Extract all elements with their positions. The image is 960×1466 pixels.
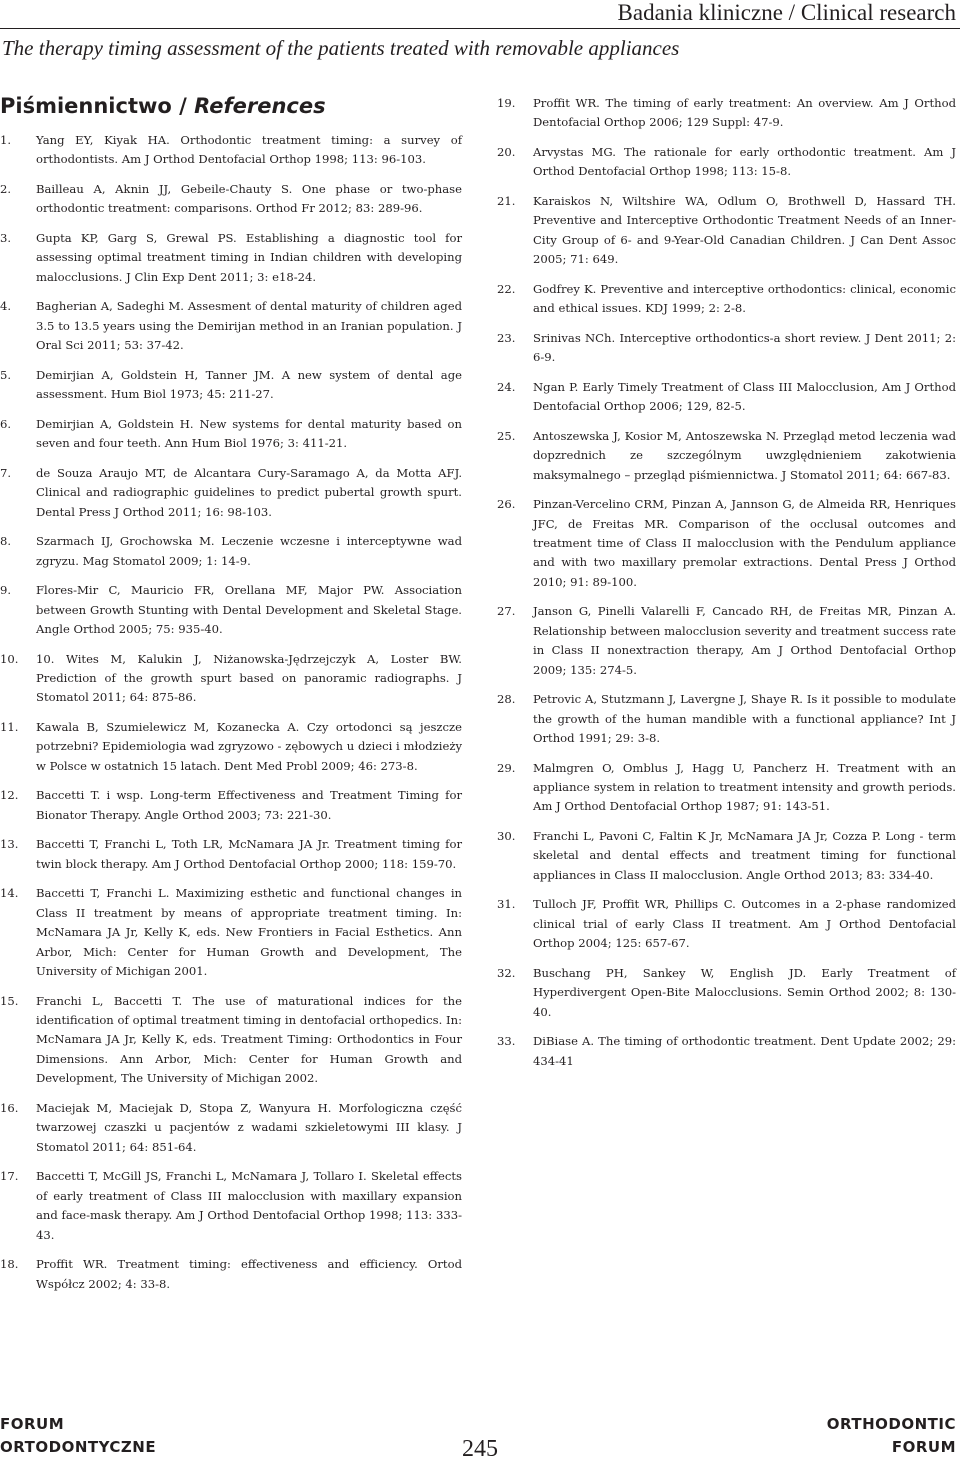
reference-item	[0, 650, 462, 708]
reference-text: Gupta KP, Garg S, Grewal PS. Establishing a diagnostic tool for assessing optimal treatment timing in Indian children with developing malocclusions. J Clin Exp Dent 2011; 3: e18-24.	[36, 231, 462, 284]
header-rule	[0, 28, 960, 29]
reference-text: Szarmach IJ, Grochowska M. Leczenie wczesne i interceptywne wad zgryzu. Mag Stomatol 2009; 1: 14-9.	[36, 534, 462, 568]
reference-text: Buschang PH, Sankey W, English JD. Early Treatment of Hyperdivergent Open-Bite Malocclusions. Semin Orthod 2002; 8: 130-40.	[533, 965, 956, 1019]
reference-number: 4.	[0, 299, 12, 314]
reference-number: 18.	[0, 1257, 19, 1272]
reference-number: 21.	[497, 194, 516, 208]
footer-journal-en	[827, 1413, 956, 1459]
reference-text: Karaiskos N, Wiltshire WA, Odlum O, Brothwell D, Hassard TH. Preventive and Interceptive Orthodontic Treatment Needs of an Inner-City Group of 6- and 9-Year-Old Canadian Children. J Can Dent Assoc 2005; 71: 649.	[533, 194, 956, 267]
reference-number: 8.	[0, 534, 12, 549]
reference-text: Ngan P. Early Timely Treatment of Class III Malocclusion, Am J Orthod Dentofacial Orthop 2006; 129, 82-5.	[533, 379, 956, 414]
reference-text: Godfrey K. Preventive and interceptive orthodontics: clinical, economic and ethical issues. KDJ 1999; 2: 2-8.	[533, 281, 956, 316]
reference-number: 10.	[0, 651, 19, 666]
reference-text: Demirjian A, Goldstein H, Tanner JM. A new system of dental age assessment. Hum Biol 1973; 45: 211-27.	[36, 367, 462, 402]
reference-text: Kawala B, Szumielewicz M, Kozanecka A. Czy ortodonci są jeszcze potrzebni? Epidemiologia wad zgryzowo - zębowych u dzieci i młodzieży w Polsce w ostatnich 15 latach. Dent Med Probl 2009; 46: 273-8.	[36, 720, 462, 773]
reference-item	[0, 180, 462, 219]
reference-text: Demirjian A, Goldstein H. New systems for dental maturity based on seven and four teeth. Ann Hum Biol 1976; 3: 411-21.	[36, 416, 462, 451]
reference-item	[497, 495, 956, 592]
reference-item	[0, 581, 462, 639]
reference-text: Baccetti T, Franchi L, Toth LR, McNamara JA Jr. Treatment timing for twin block therapy. Am J Orthod Dentofacial Orthop 2000; 118: 159-70.	[36, 837, 462, 871]
reference-number: 33.	[497, 1034, 516, 1049]
reference-text: Franchi L, Baccetti T. The use of maturational indices for the identification of optimal treatment timing in dentofacial orthopedics. In: McNamara JA Jr, Kelly K, eds. Treatment Timing: Orthodontics in Four Dimensions. Ann Arbor, Mich: Center for Human Growth and Development, The University of Michigan 2002.	[36, 993, 462, 1086]
reference-item	[0, 464, 462, 522]
reference-number: 28.	[497, 692, 516, 707]
reference-text: Tulloch JF, Proffit WR, Phillips C. Outcomes in a 2-phase randomized clinical trial of early Class II treatment. Am J Orthod Dentofacial Orthop 2004; 125: 657-67.	[533, 897, 956, 951]
reference-number: 26.	[497, 497, 516, 512]
reference-number: 7.	[0, 465, 12, 480]
reference-text: Antoszewska J, Kosior M, Antoszewska N. Przegląd metod leczenia wad dopzrednich ze szczególnym uwzględnieniem zakotwienia maksymalnego – przegląd piśmiennictwa. J Stomatol 2011; 64: 667-83.	[533, 428, 956, 482]
reference-item	[497, 192, 956, 270]
references-heading-pl: Piśmiennictwo /	[0, 94, 195, 118]
reference-number: 31.	[497, 897, 516, 912]
reference-item	[497, 1032, 956, 1071]
reference-text: 10. Wites M, Kalukin J, Niżanowska-Jędrzejczyk A, Loster BW. Prediction of the growth spurt based on panoramic radiographs. J Stomatol 2011; 64: 875-86.	[36, 651, 462, 705]
reference-number: 6.	[0, 416, 12, 431]
reference-item	[497, 827, 956, 885]
reference-text: de Souza Araujo MT, de Alcantara Cury-Saramago A, da Motta AFJ. Clinical and radiographic guidelines to predict pubertal growth spurt. Dental Press J Orthod 2011; 16: 98-103.	[36, 465, 462, 519]
footer-left-line2: ORTODONTYCZNE	[0, 1438, 157, 1456]
reference-number: 12.	[0, 788, 19, 803]
references-right-column	[497, 94, 956, 1081]
reference-text: Pinzan-Vercelino CRM, Pinzan A, Jannson G, de Almeida RR, Henriques JFC, de Freitas MR. Comparison of the occlusal outcomes and treatment time of Class II malocclusion with the Pendulum appliance and with two maxillary premolar extractions. Dental Press J Orthod 2010; 91: 89-100.	[533, 497, 956, 589]
reference-number: 16.	[0, 1100, 19, 1115]
reference-number: 3.	[0, 231, 12, 245]
reference-text: Janson G, Pinelli Valarelli F, Cancado RH, de Freitas MR, Pinzan A. Relationship between malocclusion severity and treatment success rate in Class II nonextraction therapy, Am J Orthod Dentofacial Orthop 2009; 135: 274-5.	[533, 604, 956, 677]
reference-number: 14.	[0, 886, 19, 901]
reference-item	[0, 1255, 462, 1294]
reference-text: Proffit WR. Treatment timing: effectiveness and efficiency. Ortod Współcz 2002; 4: 33-8.	[36, 1257, 462, 1291]
reference-text: Srinivas NCh. Interceptive orthodontics-a short review. J Dent 2011; 2: 6-9.	[533, 330, 956, 365]
reference-item	[497, 427, 956, 485]
reference-item	[497, 329, 956, 368]
reference-text: Baccetti T, McGill JS, Franchi L, McNamara J, Tollaro I. Skeletal effects of early treatment of Class III malocclusion with maxillary expansion and face-mask therapy. Am J Orthod Dentofacial Orthop 1998; 113: 333-43.	[36, 1169, 462, 1242]
reference-text: Bagherian A, Sadeghi M. Assesment of dental maturity of children aged 3.5 to 13.5 years using the Demirijan method in an Iranian population. J Oral Sci 2011; 53: 37-42.	[36, 299, 462, 353]
reference-item	[0, 884, 462, 981]
reference-item	[0, 718, 462, 776]
reference-number: 32.	[497, 965, 516, 980]
reference-number: 25.	[497, 428, 516, 443]
reference-number: 13.	[0, 837, 19, 852]
reference-item	[0, 835, 462, 874]
footer-left-line1: FORUM	[0, 1415, 65, 1433]
reference-text: Malmgren O, Omblus J, Hagg U, Pancherz H. Treatment with an appliance system in relation to treatment intensity and growth periods. Am J Orthod Dentofacial Orthop 1987; 91: 143-51.	[533, 760, 956, 814]
reference-item	[497, 94, 956, 133]
reference-number: 5.	[0, 367, 12, 382]
reference-item	[497, 143, 956, 182]
reference-number: 22.	[497, 281, 516, 296]
reference-number: 11.	[0, 720, 19, 735]
reference-number: 29.	[497, 760, 516, 775]
reference-text: Franchi L, Pavoni C, Faltin K Jr, McNamara JA Jr, Cozza P. Long - term skeletal and dental effects and treatment timing for functional appliances in Class II malocclusion. Angle Orthod 2013; 83: 334-40.	[533, 829, 956, 882]
reference-text: Arvystas MG. The rationale for early orthodontic treatment. Am J Orthod Dentofacial Orthop 1998; 113: 15-8.	[533, 145, 956, 179]
reference-item	[497, 280, 956, 319]
reference-number: 17.	[0, 1169, 19, 1184]
reference-item	[497, 690, 956, 748]
reference-text: Bailleau A, Aknin JJ, Gebeile-Chauty S. One phase or two-phase orthodontic treatment: comparisons. Orthod Fr 2012; 83: 289-96.	[36, 182, 462, 216]
references-left-column	[0, 131, 462, 1304]
reference-number: 2.	[0, 182, 12, 196]
reference-number: 24.	[497, 379, 516, 394]
reference-number: 15.	[0, 993, 19, 1008]
reference-text: Baccetti T, Franchi L. Maximizing esthetic and functional changes in Class II treatment by means of appropriate treatment timing. In: McNamara JA Jr, Kelly K, eds. New Frontiers in Facial Esthetics. Ann Arbor, Mich: Center for Human Growth and Development, The University of Michigan 2001.	[36, 886, 462, 979]
reference-item	[497, 378, 956, 417]
reference-number: 20.	[497, 145, 516, 159]
reference-number: 1.	[0, 133, 12, 147]
reference-number: 27.	[497, 604, 516, 619]
reference-text: Flores-Mir C, Mauricio FR, Orellana MF, Major PW. Association between Growth Stunting with Dental Development and Skeletal Stage. Angle Orthod 2005; 75: 935-40.	[36, 583, 462, 637]
reference-item	[497, 895, 956, 953]
reference-item	[497, 759, 956, 817]
reference-text: Baccetti T. i wsp. Long-term Effectiveness and Treatment Timing for Bionator Therapy. Angle Orthod 2003; 73: 221-30.	[36, 788, 462, 822]
reference-item	[497, 964, 956, 1022]
reference-item	[0, 229, 462, 287]
footer-right-line2: FORUM	[891, 1438, 956, 1456]
references-heading	[0, 94, 326, 118]
reference-item	[0, 1167, 462, 1245]
reference-number: 9.	[0, 583, 12, 598]
footer-right-line1: ORTHODONTIC	[826, 1415, 956, 1433]
reference-item	[0, 415, 462, 454]
reference-item	[497, 602, 956, 680]
reference-text: Petrovic A, Stutzmann J, Lavergne J, Shaye R. Is it possible to modulate the growth of the human mandible with a functional appliance? Int J Orthod 1991; 29: 3-8.	[533, 692, 956, 746]
reference-text: Maciejak M, Maciejak D, Stopa Z, Wanyura H. Morfologiczna część twarzowej czaszki u pacjentów z wadami szkieletowymi III klasy. J Stomatol 2011; 64: 851-64.	[36, 1100, 462, 1154]
reference-text: DiBiase A. The timing of orthodontic treatment. Dent Update 2002; 29: 434-41	[533, 1034, 956, 1068]
reference-number: 23.	[497, 330, 516, 345]
reference-item	[0, 532, 462, 571]
reference-number: 19.	[497, 96, 516, 110]
reference-item	[0, 297, 462, 355]
header-section-label: Badania kliniczne / Clinical research	[617, 0, 956, 25]
reference-item	[0, 786, 462, 825]
reference-item	[0, 131, 462, 170]
header-article-title: The therapy timing assessment of the patients treated with removable appliances	[2, 36, 680, 60]
reference-item	[0, 1099, 462, 1157]
reference-item	[0, 366, 462, 405]
reference-item	[0, 992, 462, 1089]
reference-text: Yang EY, Kiyak HA. Orthodontic treatment timing: a survey of orthodontists. Am J Orthod Dentofacial Orthop 1998; 113: 96-103.	[36, 133, 462, 167]
references-heading-en: References	[194, 94, 326, 118]
reference-text: Proffit WR. The timing of early treatment: An overview. Am J Orthod Dentofacial Orthop 2006; 129 Suppl: 47-9.	[533, 96, 956, 130]
reference-number: 30.	[497, 829, 516, 844]
page-number: 245	[462, 1436, 498, 1462]
